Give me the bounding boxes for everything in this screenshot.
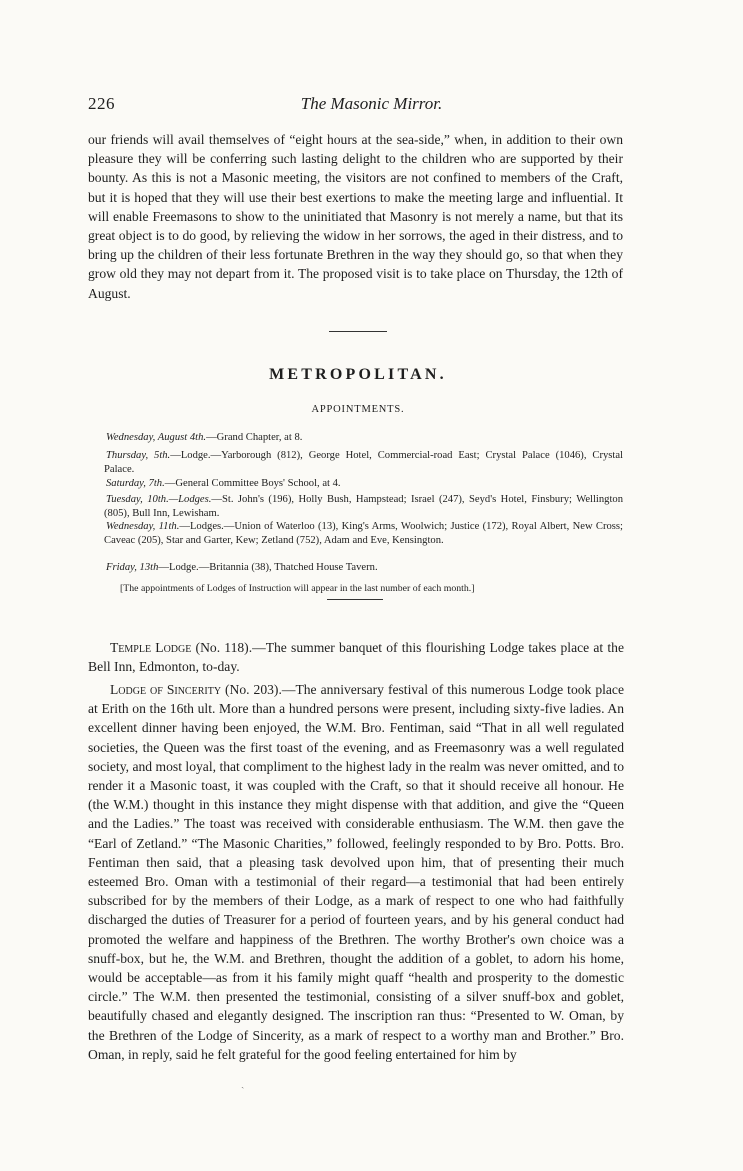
appointment-day: Wednesday, 11th. [106, 521, 180, 532]
appointment-day: Friday, 13th [106, 562, 159, 573]
paragraph-body: (No. 118).—The summer banquet of this flourishing Lodge takes place at the Bell Inn, Edmonton, to-day. [88, 640, 624, 675]
appointment-day: Saturday, 7th. [106, 478, 165, 489]
appointment-text: —St. John's (196), Holly Bush, Hampstead; Israel (247), Seyd's Hotel, Finsbury; Wellington (805), Bull Inn, Lewisham. [104, 494, 624, 520]
appointments-heading: APPOINTMENTS. [311, 404, 405, 415]
appointment-text: —Lodges.—Union of Waterloo (13), King's Arms, Woolwich; Justice (172), Royal Albert, New Cross; Caveac (205), Star and Garter, Kew; Zetland (752), Adam and Eve, Kensington. [104, 521, 623, 547]
sincerity-lodge-paragraph [88, 680, 624, 1064]
appointments-note: [The appointments of Lodges of Instruction will appear in the last number of each month.] [120, 583, 475, 594]
appointment-text: —General Committee Boys' School, at 4. [164, 478, 341, 489]
section-divider [329, 331, 387, 332]
appointment-text: —Lodge.—Britannia (38), Thatched House Tavern. [158, 562, 378, 573]
lodge-name: Lodge of Sincerity [110, 682, 222, 697]
appointment-entry [104, 520, 623, 549]
appointment-entry [104, 561, 623, 575]
intro-paragraph: our friends will avail themselves of “eight hours at the sea-side,” when, in addition to their own pleasure they will be conferring such lasting delight to the children who are supported by their bounty. As this is not a Masonic meeting, the visitors are not confined to members of the Craft, but it is hoped that they will use their best exertions to make the meeting large and influential. It will enable Freemasons to show to the uninitiated that Masonry is not merely a name, but that its great object is to do good, by relieving the widow in her sorrows, the aged in their distress, and to bring up the children of their less fortunate Brethren in the way they should go, so that when they grow old they may not depart from it. The proposed visit is to take place on Thursday, the 12th of August. [88, 132, 623, 301]
paragraph-body: (No. 203).—The anniversary festival of this numerous Lodge took place at Erith on the 16th ult. More than a hundred persons were present, including sixty-five ladies. An excellent dinner having been enjoyed, the W.M. Bro. Fentiman, said “That in all well regulated societies, the Queen was the first toast of the evening, and as Freemasonry was a well regulated society, and most loyal, that compliment to the highest lady in the realm was never omitted, and to render it a Masonic toast, it was coupled with the Craft, so that it should receive all honour. He (the W.M.) thought in this instance they might dispense with that addition, and give the “Queen and the Ladies.” The toast was received with considerable enthusiasm. The W.M. then gave the “Earl of Zetland.” “The Masonic Charities,” followed, feelingly responded to by Bro. Potts. Bro. Fentiman then said, that a pleasing task devolved upon him, that of presenting their much esteemed Bro. Oman with a testimonial of their regard—a testimonial that had been entirely subscribed for by the members of their Lodge, as a mark of respect to one who had faithfully discharged the duties of Treasurer for a period of fourteen years, and by his general conduct had promoted the welfare and happiness of the Brethren. The worthy Brother's own choice was a snuff-box, but he, the W.M. and Brethren, thought the addition of a goblet, to adorn his home, would be acceptable—as from it his family might quaff “health and prosperity to the domestic circle.” The W.M. then presented the testimonial, consisting of a silver snuff-box and goblet, beautifully chased and elegantly designed. The inscription ran thus: “Presented to W. Oman, by the Brethren of the Lodge of Sincerity, as a mark of respect to a worthy man and Brother.” Bro. Oman, in reply, said he felt grateful for the good feeling entertained for him by [88, 682, 624, 1062]
appointment-entry [104, 493, 623, 522]
lodge-name: Temple Lodge [110, 640, 192, 655]
appointment-day: Thursday, 5th. [106, 450, 171, 461]
appointment-day: Tuesday, 10th.—Lodges. [106, 494, 212, 505]
running-title: The Masonic Mirror. [300, 94, 443, 113]
appointment-entry [104, 477, 623, 491]
section-title: METROPOLITAN. [269, 366, 447, 383]
appointment-entry [104, 449, 623, 478]
appointment-text: —Lodge.—Yarborough (812), George Hotel, Commercial-road East; Crystal Palace (1046), Crystal Palace. [104, 450, 623, 476]
appointment-text: —Grand Chapter, at 8. [206, 432, 303, 443]
print-speck: ˎ [241, 1078, 245, 1089]
appointment-entry [104, 431, 623, 445]
temple-lodge-paragraph [88, 638, 624, 676]
appointment-day: Wednesday, August 4th. [106, 432, 207, 443]
page-number: 226 [88, 94, 115, 113]
section-divider [327, 599, 383, 600]
